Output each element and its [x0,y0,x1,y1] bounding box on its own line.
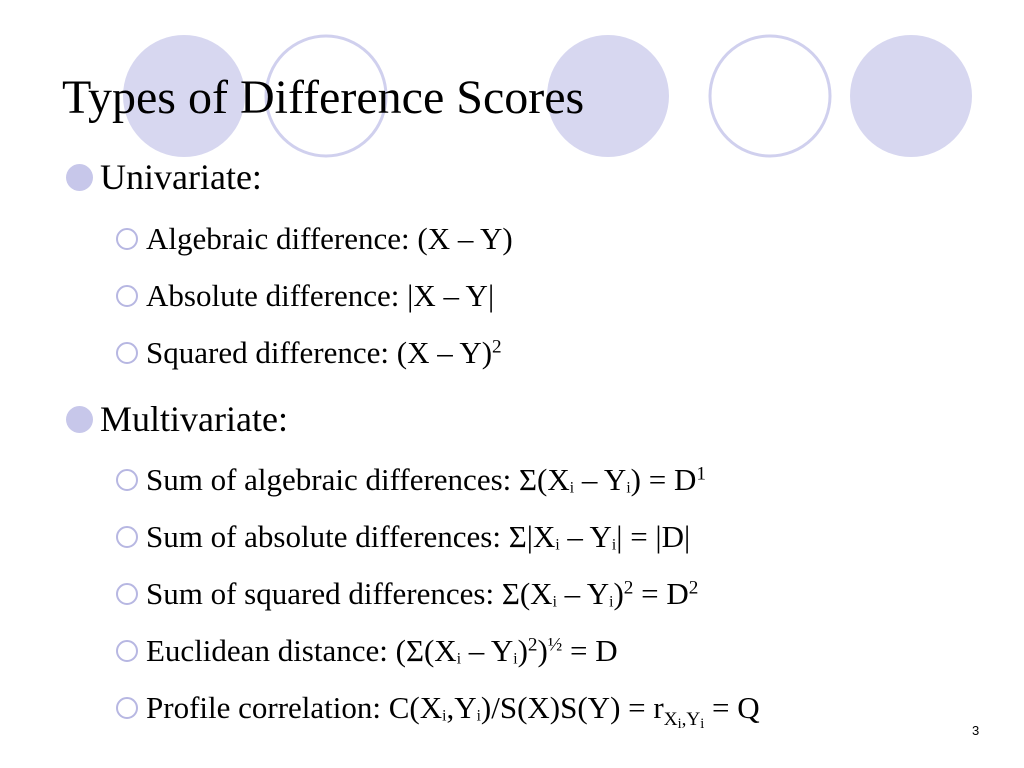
bullet-multivariate [66,397,288,441]
decor-circle-filled-3 [850,35,972,157]
subbullet-text: Sum of algebraic differences: $\Sigma(X_i - Y_i) = D^1$ [146,462,706,497]
bullet-heading-text: Multivariate: [100,399,288,439]
subbullet-text: Algebraic difference: (X – Y) [146,221,513,256]
subbullet-text: Absolute difference: |X – Y| [146,278,495,313]
ring-bullet-icon [116,583,138,605]
subbullet-squared-difference [116,333,502,373]
ring-bullet-icon [116,285,138,307]
subbullet-sum-algebraic-differences [116,460,706,500]
superscript: 2 [492,336,502,358]
bullet-heading-text: Univariate: [100,157,262,197]
filled-circle-bullet-icon [66,164,93,191]
page-number: 3 [972,723,980,738]
ring-bullet-icon [116,469,138,491]
subbullet-text: Squared difference: (X – Y)$^2$ [146,335,502,370]
subbullet-text: Sum of squared differences: $\Sigma(X_i - Y_i)^2 = D^2$ [146,576,699,611]
ring-bullet-icon [116,640,138,662]
bullet-univariate [66,155,262,199]
subbullet-profile-correlation [116,688,760,732]
subbullet-text: Sum of absolute differences: $\Sigma|X_i - Y_i| = |D|$ [146,519,691,554]
filled-circle-bullet-icon [66,406,93,433]
ring-bullet-icon [116,228,138,250]
decor-circle-outline-2 [710,36,830,156]
subbullet-absolute-difference [116,276,494,316]
subbullet-sum-absolute-differences [116,517,690,557]
ring-bullet-icon [116,697,138,719]
subbullet-algebraic-difference [116,219,513,259]
subbullet-sum-squared-differences [116,574,698,614]
subbullet-text: Profile correlation: $C(X_i,Y_i)/S(X)S(Y) = r_{X_i,Y_i} = Q$ [146,690,760,732]
slide-title: Types of Difference Scores [62,71,585,124]
ring-bullet-icon [116,526,138,548]
subbullet-text: Euclidean distance: $(\Sigma(X_i - Y_i)^2)^{\frac{1}{2}} = D$ [146,633,618,668]
subbullet-euclidean-distance [116,631,618,671]
ring-bullet-icon [116,342,138,364]
